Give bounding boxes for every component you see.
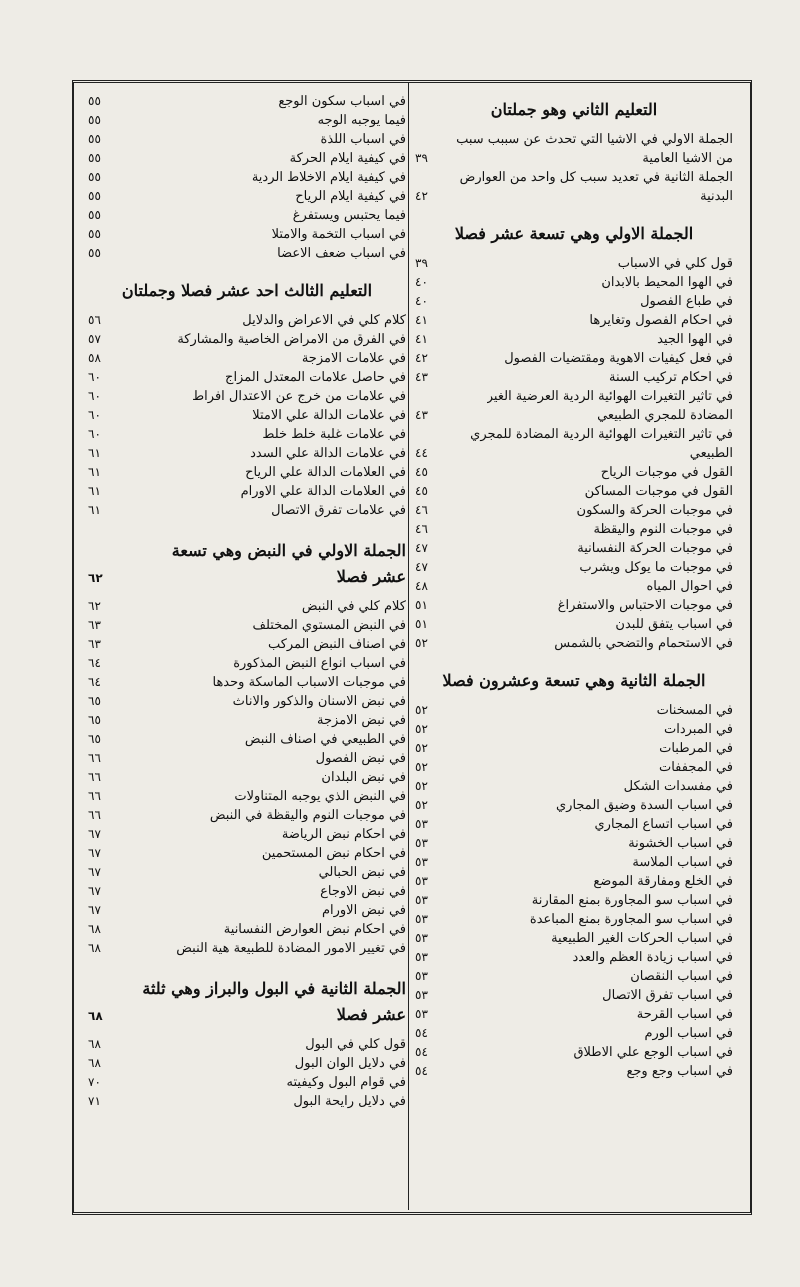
toc-entry	[88, 825, 406, 844]
toc-entry-title: في تاثير التغيرات الهوائية الردية العرضية الغير	[486, 389, 733, 404]
toc-entry-title: الجملة الاولي في الاشيا التي تحدث عن سببب سبب	[456, 132, 733, 147]
toc-entry-title: قول كلي في الاسباب	[617, 256, 733, 271]
toc-entry	[415, 891, 733, 910]
toc-entry-title: في موجبات النوم واليقظة	[593, 522, 733, 537]
toc-entry-title: في الفرق من الامراض الخاصية والمشاركة	[177, 332, 406, 347]
toc-entry	[415, 815, 733, 834]
toc-entry-title: في فعل كيفيات الاهوية ومقتضيات الفصول	[504, 351, 733, 366]
toc-entry-title: في نبض الفصول	[315, 751, 406, 766]
toc-entry-title: في اسباب القرحة	[636, 1007, 733, 1022]
toc-entry-page: ٦٠	[88, 370, 101, 384]
toc-entry	[88, 187, 406, 206]
toc-entry-title: في اسباب سكون الوجع	[278, 94, 406, 109]
toc-entry	[88, 673, 406, 692]
toc-entry-title: في اصناف النبض المركب	[267, 637, 406, 652]
toc-entry	[88, 206, 406, 225]
toc-entry	[415, 758, 733, 777]
toc-entry-title: في اسباب ضعف الاعضا	[277, 246, 406, 261]
toc-entry-page: ٥٣	[415, 836, 428, 850]
toc-entry	[415, 1043, 733, 1062]
toc-entry	[88, 225, 406, 244]
column-divider	[408, 82, 409, 1210]
toc-entry	[415, 872, 733, 891]
toc-entry-title: في موجبات الاسباب الماسكة وحدها	[212, 675, 406, 690]
toc-entry-title: في العلامات الدالة علي الاورام	[240, 484, 406, 499]
toc-entry-page: ٥٥	[88, 227, 101, 241]
toc-entry-page: ٤٨	[415, 579, 428, 593]
toc-entry-title: في اسباب زيادة العظم والعدد	[572, 950, 733, 965]
toc-entry	[88, 1035, 406, 1054]
toc-entry-title: في موجبات الحركة النفسانية	[577, 541, 733, 556]
toc-entry-page: ٦٧	[88, 865, 101, 879]
toc-entry	[415, 463, 733, 482]
block-spacer	[88, 520, 406, 530]
toc-entry	[415, 292, 733, 311]
section-heading-text: عشر فصلا	[336, 1005, 406, 1024]
toc-entry-title: في احكام نبض الرياضة	[281, 827, 406, 842]
toc-entry-page: ٥٣	[415, 931, 428, 945]
toc-entry-page: ٦٣	[88, 637, 101, 651]
toc-entry-title: كلام كلي في الاعراض والدلايل	[242, 313, 406, 328]
block-spacer	[88, 958, 406, 968]
toc-entry-page: ٥٥	[88, 132, 101, 146]
toc-entry	[88, 692, 406, 711]
toc-entry-title: في احكام نبض المستحمين	[261, 846, 406, 861]
toc-entry-page: ٥١	[415, 598, 428, 612]
toc-entry-title: في نبض البلدان	[321, 770, 406, 785]
toc-entry-page: ٤٦	[415, 522, 428, 536]
toc-entry	[415, 520, 733, 539]
toc-entry	[88, 482, 406, 501]
toc-entry-title: في النبض المستوي المختلف	[252, 618, 406, 633]
toc-entry	[88, 882, 406, 901]
toc-entry-page: ٤١	[415, 313, 428, 327]
toc-entry	[415, 130, 733, 149]
toc-entry-title: في المجففات	[658, 760, 733, 775]
toc-entry	[88, 901, 406, 920]
toc-entry-page: ٥٣	[415, 893, 428, 907]
section-heading-text: الجملة الثانية في البول والبراز وهي ثلثة	[142, 979, 406, 998]
toc-entry	[88, 749, 406, 768]
toc-entry-title: في موجبات الحركة والسكون	[576, 503, 733, 518]
toc-entry-title: في اسباب سو المجاورة بمنع المقارنة	[531, 893, 733, 908]
toc-entry-page: ٦٧	[88, 903, 101, 917]
toc-entry-page: ٤٥	[415, 465, 428, 479]
toc-entry-title: في اسباب يتفق للبدن	[615, 617, 733, 632]
toc-entry	[415, 149, 733, 168]
toc-entry-page: ٥٤	[415, 1026, 428, 1040]
toc-entry-page: ٤٣	[415, 408, 428, 422]
toc-entry	[415, 482, 733, 501]
toc-entry-page: ٦٨	[88, 922, 101, 936]
toc-entry	[88, 92, 406, 111]
toc-entry-page: ٥٢	[415, 703, 428, 717]
toc-entry	[415, 720, 733, 739]
toc-entry-page: ٥٣	[415, 988, 428, 1002]
toc-entry-title: في اسباب اللذة	[320, 132, 406, 147]
toc-entry-title: في العلامات الدالة علي الرياح	[245, 465, 406, 480]
block-spacer	[415, 1081, 733, 1091]
toc-entry-page: ٧١	[88, 1094, 101, 1108]
toc-entry	[415, 168, 733, 187]
toc-entry	[88, 787, 406, 806]
toc-entry-page: ٤١	[415, 332, 428, 346]
toc-entry-page: ٥١	[415, 617, 428, 631]
toc-entry-page: ٥٦	[88, 313, 101, 327]
toc-entry	[88, 368, 406, 387]
toc-entry	[88, 806, 406, 825]
toc-entry-page: ٥٥	[88, 94, 101, 108]
toc-entry	[415, 368, 733, 387]
toc-entry-title: في تغيير الامور المضادة للطبيعة هية النبض	[176, 941, 406, 956]
toc-entry-title: الطبيعي	[689, 446, 733, 461]
section-heading: الجملة الثانية وهي تسعة وعشرون فصلا	[442, 671, 706, 690]
toc-entry-page: ٦١	[88, 446, 101, 460]
toc-entry-page: ٥٣	[415, 817, 428, 831]
section-heading	[88, 538, 406, 564]
toc-entry-page: ٥٢	[415, 636, 428, 650]
toc-entry-title: الجملة الثانية في تعديد سبب كل واحد من العوارض	[459, 170, 733, 185]
toc-entry	[415, 444, 733, 463]
toc-entry-title: في اسباب انواع النبض المذكورة	[233, 656, 406, 671]
toc-entry	[415, 615, 733, 634]
toc-entry-title: في الخلع ومفارقة الموضع	[593, 874, 733, 889]
toc-entry	[88, 844, 406, 863]
toc-entry-title: في احكام تركيب السنة	[608, 370, 733, 385]
toc-entry	[88, 863, 406, 882]
toc-entry-title: في المبردات	[663, 722, 733, 737]
toc-entry	[88, 311, 406, 330]
toc-entry-title: في موجبات ما يوكل ويشرب	[579, 560, 733, 575]
toc-entry-title: في علامات الامزجة	[301, 351, 406, 366]
section-heading-text: الجملة الاولي في النبض وهي تسعة	[171, 541, 406, 560]
toc-entry-title: في اسباب وجع وجع	[626, 1064, 733, 1079]
toc-entry-page: ٥٢	[415, 741, 428, 755]
toc-entry-page: ٦٦	[88, 751, 101, 765]
toc-entry-title: في المسخنات	[656, 703, 733, 718]
toc-entry	[88, 330, 406, 349]
toc-entry-page: ٥٨	[88, 351, 101, 365]
toc-entry-page: ٦٠	[88, 427, 101, 441]
toc-entry-title: فيما يوجبه الوجه	[317, 113, 406, 128]
section-heading	[88, 1002, 406, 1029]
toc-entry-title: في علامات غلبة خلط خلط	[262, 427, 406, 442]
toc-entry-title: في اسباب الملاسة	[632, 855, 733, 870]
toc-entry-title: في النبض الذي يوجبه المتناولات	[234, 789, 406, 804]
section-heading-page: ٦٨	[88, 1009, 103, 1023]
toc-entry-title: في طباع الفصول	[640, 294, 733, 309]
toc-entry-page: ٦٦	[88, 808, 101, 822]
toc-entry	[415, 834, 733, 853]
toc-entry-page: ٤٣	[415, 370, 428, 384]
toc-entry-title: في الطبيعي في اصناف النبض	[244, 732, 406, 747]
toc-entry-page: ٥٥	[88, 170, 101, 184]
section-heading-page: ٦٢	[88, 571, 103, 585]
toc-entry	[88, 501, 406, 520]
toc-entry-title: في كيفية ايلام الاخلاط الردية	[251, 170, 406, 185]
toc-entry-title: في الهوا الجيد	[657, 332, 733, 347]
toc-entry-title: في احكام نبض العوارض النفسانية	[223, 922, 406, 937]
section-heading	[88, 976, 406, 1002]
toc-entry-title: في قوام البول وكيفيته	[286, 1075, 406, 1090]
toc-entry	[88, 1073, 406, 1092]
toc-entry-title: القول في موجبات المساكن	[584, 484, 733, 499]
right-column	[415, 92, 733, 1091]
toc-entry	[415, 596, 733, 615]
toc-entry	[415, 739, 733, 758]
toc-entry-title: في اسباب اتساع المجاري	[594, 817, 733, 832]
toc-entry-page: ٥٣	[415, 874, 428, 888]
toc-entry-page: ٥٧	[88, 332, 101, 346]
toc-entry-page: ٦٥	[88, 694, 101, 708]
toc-entry-page: ٤٢	[415, 351, 428, 365]
toc-entry-page: ٥٤	[415, 1064, 428, 1078]
toc-entry-page: ٤٠	[415, 294, 428, 308]
toc-entry-page: ٦٥	[88, 732, 101, 746]
toc-entry	[88, 768, 406, 787]
toc-entry-page: ٦٦	[88, 770, 101, 784]
toc-entry-page: ٦٠	[88, 408, 101, 422]
toc-entry-page: ٦١	[88, 465, 101, 479]
toc-entry	[88, 597, 406, 616]
toc-entry	[415, 1062, 733, 1081]
toc-entry-title: في الاستحمام والتضحي بالشمس	[554, 636, 733, 651]
block-spacer	[415, 206, 733, 216]
toc-entry-page: ٦٦	[88, 789, 101, 803]
toc-entry-page: ٦٠	[88, 389, 101, 403]
toc-entry-title: في نبض الاورام	[321, 903, 406, 918]
toc-entry	[88, 406, 406, 425]
toc-entry-title: في علامات الدالة علي السدد	[250, 446, 406, 461]
toc-entry	[88, 425, 406, 444]
toc-entry-page: ٦٥	[88, 713, 101, 727]
section-heading: الجملة الاولي وهي تسعة عشر فصلا	[454, 224, 694, 243]
toc-entry-title: المضادة للمجري الطبيعي	[597, 408, 733, 423]
toc-entry-title: قول كلي في البول	[305, 1037, 406, 1052]
toc-entry-page: ٦٤	[88, 656, 101, 670]
toc-entry	[88, 939, 406, 958]
toc-entry-title: في اسباب تفرق الاتصال	[602, 988, 733, 1003]
toc-entry-title: في موجبات النوم واليقظة في النبض	[209, 808, 406, 823]
toc-entry-title: في اسباب الوجع علي الاطلاق	[573, 1045, 733, 1060]
toc-entry	[88, 168, 406, 187]
toc-entry-title: في علامات تفرق الاتصال	[271, 503, 406, 518]
toc-entry	[415, 501, 733, 520]
toc-entry	[415, 387, 733, 406]
toc-entry-page: ٤٧	[415, 560, 428, 574]
toc-entry	[88, 111, 406, 130]
toc-entry-title: في دلايل الوان البول	[294, 1056, 406, 1071]
toc-entry	[415, 634, 733, 653]
toc-entry	[88, 616, 406, 635]
toc-entry	[415, 777, 733, 796]
toc-entry-page: ٤٢	[415, 189, 428, 203]
toc-entry	[88, 130, 406, 149]
toc-entry-page: ٦٨	[88, 1037, 101, 1051]
toc-entry-page: ٦٧	[88, 884, 101, 898]
toc-entry	[415, 406, 733, 425]
toc-entry-title: في حاصل علامات المعتدل المزاج	[225, 370, 406, 385]
toc-entry	[88, 244, 406, 263]
toc-entry-title: القول في موجبات الرياح	[600, 465, 733, 480]
toc-entry-page: ٥٣	[415, 950, 428, 964]
toc-entry	[415, 187, 733, 206]
toc-entry-page: ٥٣	[415, 1007, 428, 1021]
toc-entry	[415, 910, 733, 929]
toc-entry-page: ٥٢	[415, 779, 428, 793]
toc-entry-page: ٥٢	[415, 760, 428, 774]
toc-entry	[415, 1024, 733, 1043]
toc-entry-page: ٤٧	[415, 541, 428, 555]
toc-entry	[415, 254, 733, 273]
toc-entry-title: في علامات من خرج عن الاعتدال افراط	[192, 389, 406, 404]
toc-entry-title: في اسباب الخشونة	[628, 836, 733, 851]
toc-entry-title: في اسباب الورم	[644, 1026, 733, 1041]
toc-entry	[88, 444, 406, 463]
section-heading-text: عشر فصلا	[336, 567, 406, 586]
toc-entry-title: في مفسدات الشكل	[623, 779, 733, 794]
toc-entry-title: في نبض الاوجاع	[320, 884, 406, 899]
block-spacer	[415, 653, 733, 663]
toc-entry	[415, 273, 733, 292]
toc-entry-page: ٥٤	[415, 1045, 428, 1059]
toc-entry-page: ٧٠	[88, 1075, 101, 1089]
toc-entry	[88, 920, 406, 939]
toc-entry-title: في تاثير التغيرات الهوائية الردية المضادة للمجري	[470, 427, 733, 442]
toc-entry	[415, 796, 733, 815]
block-spacer	[88, 263, 406, 273]
toc-entry	[415, 1005, 733, 1024]
toc-entry	[415, 330, 733, 349]
toc-entry-title: فيما يحتبس ويستفرغ	[292, 208, 406, 223]
toc-entry-page: ٥٣	[415, 855, 428, 869]
toc-entry	[415, 311, 733, 330]
toc-entry-page: ٥٥	[88, 246, 101, 260]
toc-entry-title: في الهوا المحيط بالابدان	[601, 275, 733, 290]
toc-entry	[415, 948, 733, 967]
toc-entry-page: ٥٣	[415, 969, 428, 983]
section-heading: التعليم الثالث احد عشر فصلا وجملتان	[121, 281, 373, 300]
toc-entry	[415, 577, 733, 596]
toc-entry	[415, 967, 733, 986]
toc-entry-title: في اسباب النقصان	[630, 969, 733, 984]
toc-entry-title: في اسباب التخمة والامتلا	[271, 227, 406, 242]
toc-entry-title: في دلايل رايحة البول	[293, 1094, 406, 1109]
toc-entry-page: ٦١	[88, 484, 101, 498]
toc-entry	[415, 986, 733, 1005]
toc-entry-title: في نبض الامزجة	[317, 713, 406, 728]
toc-entry-page: ٣٩	[415, 256, 428, 270]
toc-entry-page: ٦٨	[88, 1056, 101, 1070]
toc-entry-title: في احكام الفصول وتغايرها	[589, 313, 733, 328]
toc-entry-page: ٤٥	[415, 484, 428, 498]
left-column	[88, 92, 406, 1121]
toc-entry-page: ٤٦	[415, 503, 428, 517]
toc-entry	[415, 853, 733, 872]
toc-entry-page: ٦١	[88, 503, 101, 517]
toc-entry	[415, 929, 733, 948]
toc-entry-title: في كيفية ايلام الرياح	[295, 189, 406, 204]
toc-entry-title: من الاشيا العامية	[642, 151, 733, 166]
toc-entry	[88, 635, 406, 654]
toc-entry	[415, 558, 733, 577]
toc-entry	[415, 425, 733, 444]
toc-entry	[88, 463, 406, 482]
toc-entry-title: في المرطبات	[659, 741, 733, 756]
toc-entry	[88, 1092, 406, 1111]
section-heading	[88, 564, 406, 591]
toc-entry	[88, 149, 406, 168]
toc-entry	[88, 1054, 406, 1073]
toc-entry-page: ٦٣	[88, 618, 101, 632]
toc-entry	[415, 539, 733, 558]
toc-entry-title: في اسباب السدة وضيق المجاري	[556, 798, 733, 813]
toc-entry-page: ٤٠	[415, 275, 428, 289]
toc-entry-title: في موجبات الاحتباس والاستفراغ	[557, 598, 733, 613]
toc-entry	[88, 654, 406, 673]
toc-entry-page: ٦٨	[88, 941, 101, 955]
toc-entry-page: ٦٢	[88, 599, 101, 613]
toc-entry-title: في علامات الدالة علي الامتلا	[252, 408, 406, 423]
toc-entry	[415, 701, 733, 720]
toc-entry-page: ٦٧	[88, 827, 101, 841]
toc-entry-title: في كيفية ايلام الحركة	[289, 151, 406, 166]
toc-entry	[88, 387, 406, 406]
toc-entry-title: في اسباب سو المجاورة بمنع المباعدة	[529, 912, 733, 927]
toc-entry	[88, 730, 406, 749]
toc-entry-title: في اسباب الحركات الغير الطبيعية	[551, 931, 733, 946]
toc-entry	[415, 349, 733, 368]
toc-entry-page: ٥٥	[88, 208, 101, 222]
toc-entry-page: ٣٩	[415, 151, 428, 165]
toc-entry-page: ٥٥	[88, 151, 101, 165]
toc-entry-page: ٦٤	[88, 675, 101, 689]
toc-entry-title: البدنية	[700, 189, 733, 204]
toc-entry-title: كلام كلي في النبض	[301, 599, 406, 614]
toc-entry-page: ٥٣	[415, 912, 428, 926]
toc-entry-page: ٥٢	[415, 722, 428, 736]
toc-entry-page: ٥٥	[88, 113, 101, 127]
toc-entry	[88, 349, 406, 368]
toc-entry-title: في احوال المياه	[646, 579, 733, 594]
block-spacer	[88, 1111, 406, 1121]
toc-entry-page: ٤٤	[415, 446, 428, 460]
toc-entry-title: في نبض الاسنان والذكور والاناث	[232, 694, 406, 709]
toc-entry	[88, 711, 406, 730]
section-heading: التعليم الثاني وهو جملتان	[490, 100, 658, 119]
toc-entry-page: ٦٧	[88, 846, 101, 860]
toc-entry-page: ٥٢	[415, 798, 428, 812]
toc-entry-title: في نبض الحبالي	[318, 865, 406, 880]
toc-entry-page: ٥٥	[88, 189, 101, 203]
